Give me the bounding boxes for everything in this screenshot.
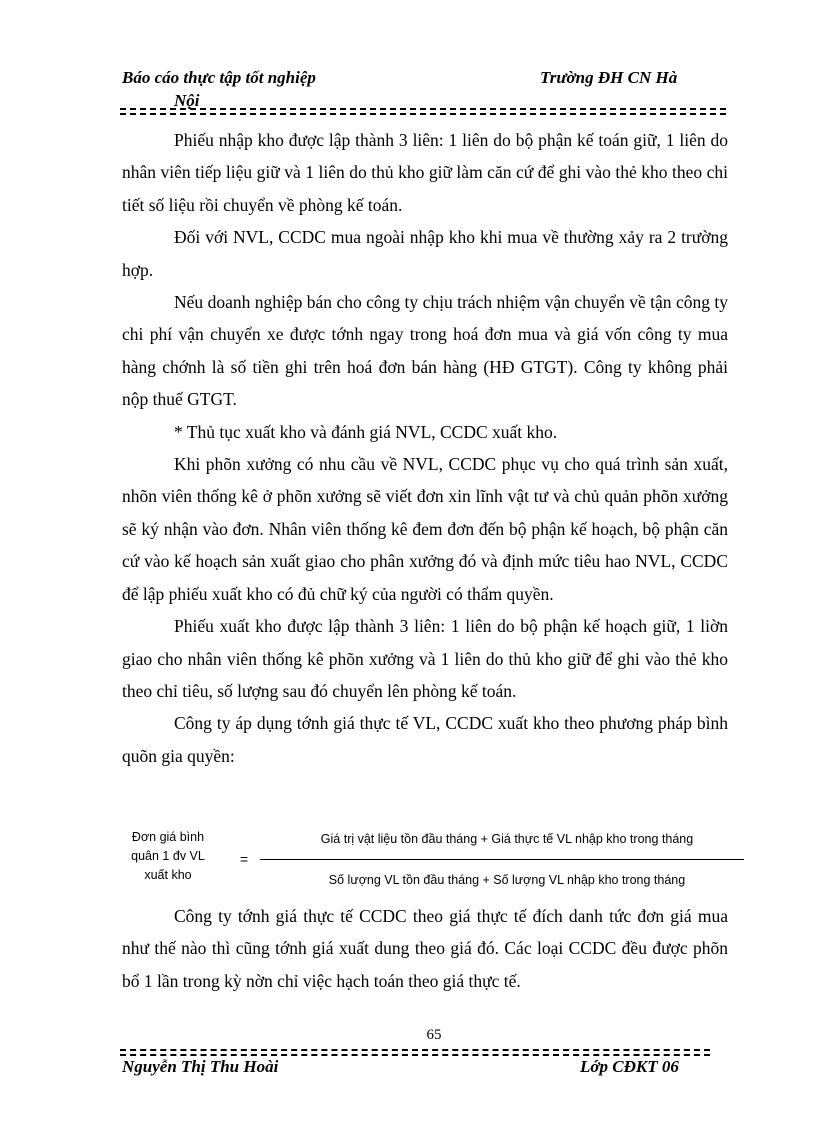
body-text (122, 124, 728, 772)
paragraph-6: Phiếu xuất kho được lập thành 3 liên: 1 liên do bộ phận kế hoạch giữ, 1 liờn giao cho nhân viên thống kê phõn xưởng và 1 liên do thủ kho giữ để ghi vào thẻ kho theo chỉ tiêu, số lượng sau đó chuyển lên phòng kế toán. (122, 616, 728, 701)
unit-price-formula (112, 826, 752, 896)
paragraph-5: Khi phõn xưởng có nhu cầu về NVL, CCDC phục vụ cho quá trình sản xuất, nhõn viên thống kê ở phõn xưởng sẽ viết đơn xin lĩnh vật tư và chủ quản phõn xưởng sẽ ký nhận vào đơn. Nhân viên thống kê đem đơn đến bộ phận kế hoạch, bộ phận căn cứ vào kế hoạch sản xuất giao cho phân xưởng đó và định mức tiêu hao NVL, CCDC để lập phiếu xuất kho có đủ chữ ký của người có thẩm quyền. (122, 454, 728, 604)
page-number: 65 (426, 1027, 442, 1043)
formula-denominator: Số lượng VL tồn đầu tháng + Số lượng VL nhập kho trong tháng (328, 873, 686, 887)
report-title-line2: Nội (174, 91, 200, 110)
paragraph-1: Phiếu nhập kho được lập thành 3 liên: 1 liên do bộ phận kế toán giữ, 1 liên do nhân viên tiếp liệu giữ và 1 liên do thủ kho giữ làm căn cứ để ghi vào thẻ kho theo chi tiết số liệu rồi chuyển về phòng kế toán. (122, 130, 728, 215)
header-divider (120, 108, 726, 115)
formula-label-line3: xuất kho (144, 868, 192, 882)
paragraph-3: Nếu doanh nghiệp bán cho công ty chịu trách nhiệm vận chuyển về tận công ty chi phí vận chuyển xe được tớnh ngay trong hoá đơn mua và giá vốn công ty mua hàng chớnh là số tiền ghi trên hoá đơn bán hàng (HĐ GTGT). Công ty không phải nộp thuế GTGT. (122, 292, 728, 410)
closing-paragraph: Công ty tớnh giá thực tế CCDC theo giá thực tế đích danh tức đơn giá mua như thế nào thì cũng tớnh giá xuất dung theo giá đó. Các loại CCDC đều được phõn bổ 1 lần trong kỳ nờn chỉ việc hạch toán theo giá thực tế. (122, 906, 728, 991)
formula-equals: = (240, 851, 249, 867)
formula-label (112, 828, 224, 885)
footer-divider (120, 1049, 710, 1056)
report-title-line1: Báo cáo thực tập tốt nghiệp (122, 68, 316, 87)
formula-label-line1: Đơn giá bình (131, 830, 205, 844)
paragraph-2: Đối với NVL, CCDC mua ngoài nhập kho khi mua về thường xảy ra 2 trường hợp. (122, 227, 728, 280)
author-name: Nguyễn Thị Thu Hoài (122, 1057, 279, 1076)
paragraph-4: * Thủ tục xuất kho và đánh giá NVL, CCDC xuất kho. (174, 421, 558, 442)
paragraph-7: Công ty áp dụng tớnh giá thực tế VL, CCDC xuất kho theo phương pháp bình quõn gia quyền: (122, 713, 728, 766)
report-title (122, 66, 402, 112)
formula-label-line2: quân 1 đv VL (131, 849, 205, 863)
fraction-bar (260, 859, 744, 860)
formula-numerator: Giá trị vật liệu tồn đầu tháng + Giá thực tế VL nhập kho trong tháng (320, 832, 694, 846)
class-name: Lớp CĐKT 06 (580, 1057, 679, 1076)
school-name: Trường ĐH CN Hà (540, 68, 678, 87)
closing-text (122, 900, 728, 997)
